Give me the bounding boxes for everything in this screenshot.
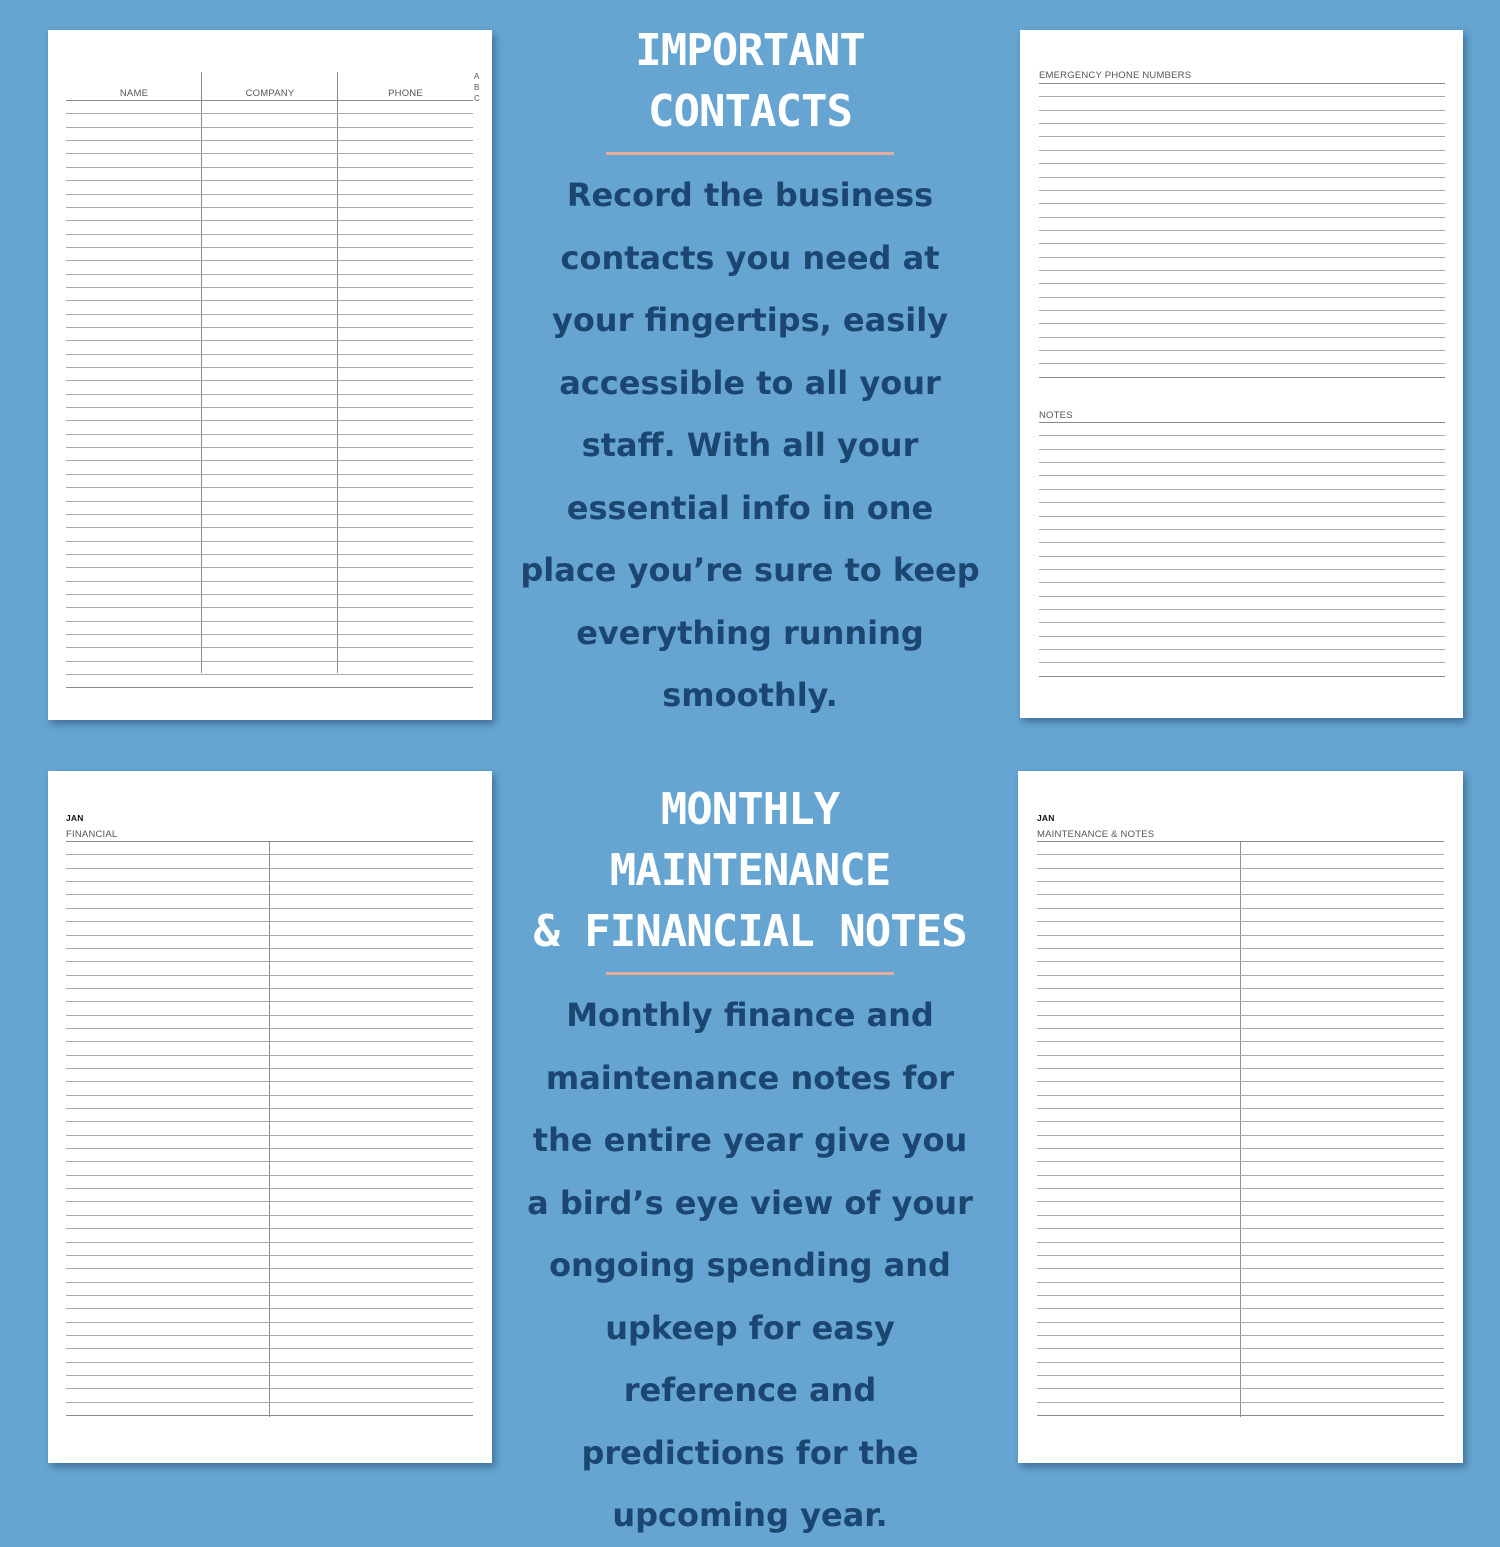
ruled-line [1039,150,1445,151]
ruled-line [1039,203,1445,204]
ruled-line [1037,1282,1444,1283]
ruled-line [1037,1188,1444,1189]
ruled-line [1037,894,1444,895]
ruled-line [1037,1388,1444,1389]
ruled-lines [66,841,473,1421]
ruled-lines [1039,422,1445,692]
ruled-line [1037,1322,1444,1323]
ruled-line [66,340,473,341]
ruled-line [66,1308,473,1309]
contacts-page [48,30,492,720]
ruled-line [66,113,473,114]
ruled-line [1039,243,1445,244]
ruled-line [66,1402,473,1403]
ruled-line [1037,1228,1444,1229]
ruled-line [1037,1335,1444,1336]
ruled-line [1039,270,1445,271]
ruled-line [66,380,473,381]
ruled-line [66,514,473,515]
ruled-line [66,274,473,275]
ruled-line [66,1188,473,1189]
ruled-line [1039,489,1445,490]
ruled-lines [1039,83,1445,383]
ruled-line [66,1121,473,1122]
ruled-line [66,1215,473,1216]
ruled-line [66,1348,473,1349]
ruled-line [66,948,473,949]
ruled-line [66,554,473,555]
heading-line: & FINANCIAL NOTES [533,906,967,957]
ruled-line [1037,1135,1444,1136]
ruled-line [66,1175,473,1176]
ruled-line [1037,975,1444,976]
description-line: a bird’s eye view of your [527,1183,973,1222]
description-line: staff. With all your [581,426,919,464]
ruled-line [66,474,473,475]
ruled-line [66,621,473,622]
tab-letter: B [474,83,480,92]
column-header-name: NAME [119,88,149,99]
ruled-line [66,607,473,608]
ruled-line [66,1388,473,1389]
ruled-line [1037,961,1444,962]
ruled-line [66,634,473,635]
ruled-line [1039,136,1445,137]
monthly-notes-section [520,779,980,1547]
ruled-line [1039,475,1445,476]
ruled-line [1039,230,1445,231]
ruled-line [1039,177,1445,178]
maintenance-notes-page [1018,771,1463,1463]
ruled-line [1037,1161,1444,1162]
description-line: maintenance notes for [545,1058,955,1097]
ruled-line [1039,123,1445,124]
ruled-line [66,567,473,568]
ruled-line [66,1242,473,1243]
ruled-line [1039,636,1445,637]
section-heading [520,20,980,142]
accent-divider [606,972,894,975]
ruled-line [1039,323,1445,324]
ruled-line [1039,337,1445,338]
description-line: place you’re sure to keep [520,551,980,589]
ruled-line [66,207,473,208]
ruled-line [66,314,473,315]
ruled-line [1039,516,1445,517]
month-label: JAN [66,813,84,823]
ruled-line [66,167,473,168]
ruled-line [1039,582,1445,583]
ruled-line [1037,948,1444,949]
ruled-line [1039,350,1445,351]
ruled-line [66,287,473,288]
ruled-line [66,1228,473,1229]
description-line: upkeep for easy [605,1308,895,1347]
ruled-line [66,420,473,421]
alphabet-tab-letters [474,71,480,104]
ruled-line [66,647,473,648]
ruled-line [1039,96,1445,97]
ruled-line [1037,1108,1444,1109]
ruled-line [1037,1001,1444,1002]
ruled-line [1039,449,1445,450]
ruled-line [1037,1402,1444,1403]
ruled-line [1037,1041,1444,1042]
ruled-line [66,594,473,595]
ruled-line [66,961,473,962]
ruled-line [66,140,473,141]
ruled-line [1037,1255,1444,1256]
ruled-line [1039,609,1445,610]
ruled-line [1039,649,1445,650]
ruled-line [66,854,473,855]
ruled-line [1037,1028,1444,1029]
ruled-line [66,1255,473,1256]
ruled-line [66,908,473,909]
ruled-line [1039,662,1445,663]
ruled-line [66,1108,473,1109]
ruled-line [66,1375,473,1376]
ruled-line [66,1015,473,1016]
ruled-line [1039,622,1445,623]
ruled-line [1039,596,1445,597]
ruled-line [66,1295,473,1296]
ruled-line [1037,841,1444,842]
ruled-line [66,354,473,355]
ruled-line [1039,217,1445,218]
ruled-line [1039,110,1445,111]
description-line: Record the business [566,176,934,214]
description-line: smoothly. [662,676,838,714]
ruled-line [1039,283,1445,284]
ruled-line [1037,908,1444,909]
ruled-line [1039,257,1445,258]
ruled-line [66,1095,473,1096]
ruled-line [1039,529,1445,530]
notes-label: NOTES [1039,410,1073,421]
ruled-line [66,1161,473,1162]
ruled-line [1039,676,1445,677]
description-line: contacts you need at [560,238,940,277]
ruled-line [66,881,473,882]
ruled-line [1039,190,1445,191]
ruled-line [66,1068,473,1069]
column-header-phone: PHONE [388,88,423,99]
ruled-line [66,127,473,128]
ruled-line [66,935,473,936]
ruled-line [1039,556,1445,557]
ruled-line [66,674,473,675]
heading-line: IMPORTANT [635,25,865,76]
ruled-line [1039,435,1445,436]
ruled-line [66,1148,473,1149]
ruled-line [1037,921,1444,922]
ruled-line [66,194,473,195]
important-contacts-section [520,20,980,727]
ruled-line [66,153,473,154]
ruled-line [66,1041,473,1042]
ruled-line [1039,377,1445,378]
month-label: JAN [1037,813,1055,823]
ruled-line [66,527,473,528]
ruled-line [1037,1201,1444,1202]
ruled-line [1039,363,1445,364]
ruled-line [66,841,473,842]
ruled-line [66,447,473,448]
ruled-line [1039,542,1445,543]
ruled-line [66,247,473,248]
tab-letter: A [474,72,480,81]
ruled-line [1037,1415,1444,1416]
ruled-line [1039,422,1445,423]
ruled-line [66,260,473,261]
description-line: accessible to all your [559,363,941,402]
ruled-line [1037,854,1444,855]
heading-line: CONTACTS [648,86,852,137]
ruled-line [66,180,473,181]
ruled-line [1039,502,1445,503]
ruled-line [66,434,473,435]
ruled-line [1037,868,1444,869]
ruled-line [66,1362,473,1363]
ruled-lines [1037,841,1444,1421]
heading-line: MONTHLY MAINTENANCE [609,784,891,896]
ruled-line [66,661,473,662]
ruled-line [66,394,473,395]
ruled-line [1037,1081,1444,1082]
ruled-line [1037,881,1444,882]
financial-label: FINANCIAL [66,829,118,840]
ruled-line [66,894,473,895]
ruled-line [1037,1175,1444,1176]
ruled-line [1037,1015,1444,1016]
ruled-line [1039,163,1445,164]
tab-letter: C [474,94,480,103]
ruled-line [66,1335,473,1336]
description-line: everything running [576,613,924,652]
ruled-line [1039,83,1445,84]
ruled-line [1039,569,1445,570]
ruled-line [1039,310,1445,311]
ruled-line [1039,297,1445,298]
ruled-line [66,1201,473,1202]
ruled-line [1037,1121,1444,1122]
ruled-line [66,1055,473,1056]
emergency-numbers-page [1020,30,1463,718]
ruled-line [1037,1268,1444,1269]
ruled-line [66,1028,473,1029]
description-line: essential info in one [566,488,934,527]
ruled-line [66,220,473,221]
ruled-line [1039,462,1445,463]
maintenance-label: MAINTENANCE & NOTES [1037,829,1155,840]
ruled-line [1037,1242,1444,1243]
ruled-line [66,581,473,582]
ruled-line [1037,988,1444,989]
ruled-line [1037,935,1444,936]
ruled-line [66,1322,473,1323]
emergency-numbers-label: EMERGENCY PHONE NUMBERS [1039,70,1192,81]
ruled-line [66,988,473,989]
ruled-line [66,327,473,328]
section-description [520,164,980,727]
description-line: upcoming year. [612,1496,888,1534]
ruled-line [1037,1375,1444,1376]
ruled-line [66,487,473,488]
description-line: reference and [623,1371,877,1409]
ruled-line [1037,1068,1444,1069]
ruled-line [1037,1308,1444,1309]
description-line: your fingertips, easily [551,301,949,339]
ruled-line [66,1081,473,1082]
description-line: predictions for the [581,1433,919,1472]
description-line: ongoing spending and [549,1246,951,1284]
ruled-line [66,1135,473,1136]
ruled-line [1037,1348,1444,1349]
ruled-line [66,501,473,502]
ruled-line [66,407,473,408]
ruled-line [1037,1362,1444,1363]
ruled-line [66,541,473,542]
ruled-line [66,687,473,688]
ruled-line [66,868,473,869]
ruled-line [66,100,473,101]
ruled-line [66,234,473,235]
description-line: Monthly finance and [566,996,934,1034]
financial-page [48,771,492,1463]
ruled-line [1037,1095,1444,1096]
ruled-line [66,1282,473,1283]
ruled-line [1037,1215,1444,1216]
ruled-line [66,1268,473,1269]
ruled-lines [66,100,473,675]
ruled-line [66,460,473,461]
ruled-line [1037,1055,1444,1056]
ruled-line [66,921,473,922]
ruled-line [1037,1295,1444,1296]
ruled-line [66,300,473,301]
description-line: the entire year give you [532,1121,968,1159]
ruled-line [66,1415,473,1416]
ruled-line [66,1001,473,1002]
accent-divider [606,152,894,155]
section-heading [520,779,980,962]
column-header-company: COMPANY [245,88,295,99]
ruled-line [1037,1148,1444,1149]
ruled-line [66,367,473,368]
section-description [520,984,980,1547]
ruled-line [66,975,473,976]
